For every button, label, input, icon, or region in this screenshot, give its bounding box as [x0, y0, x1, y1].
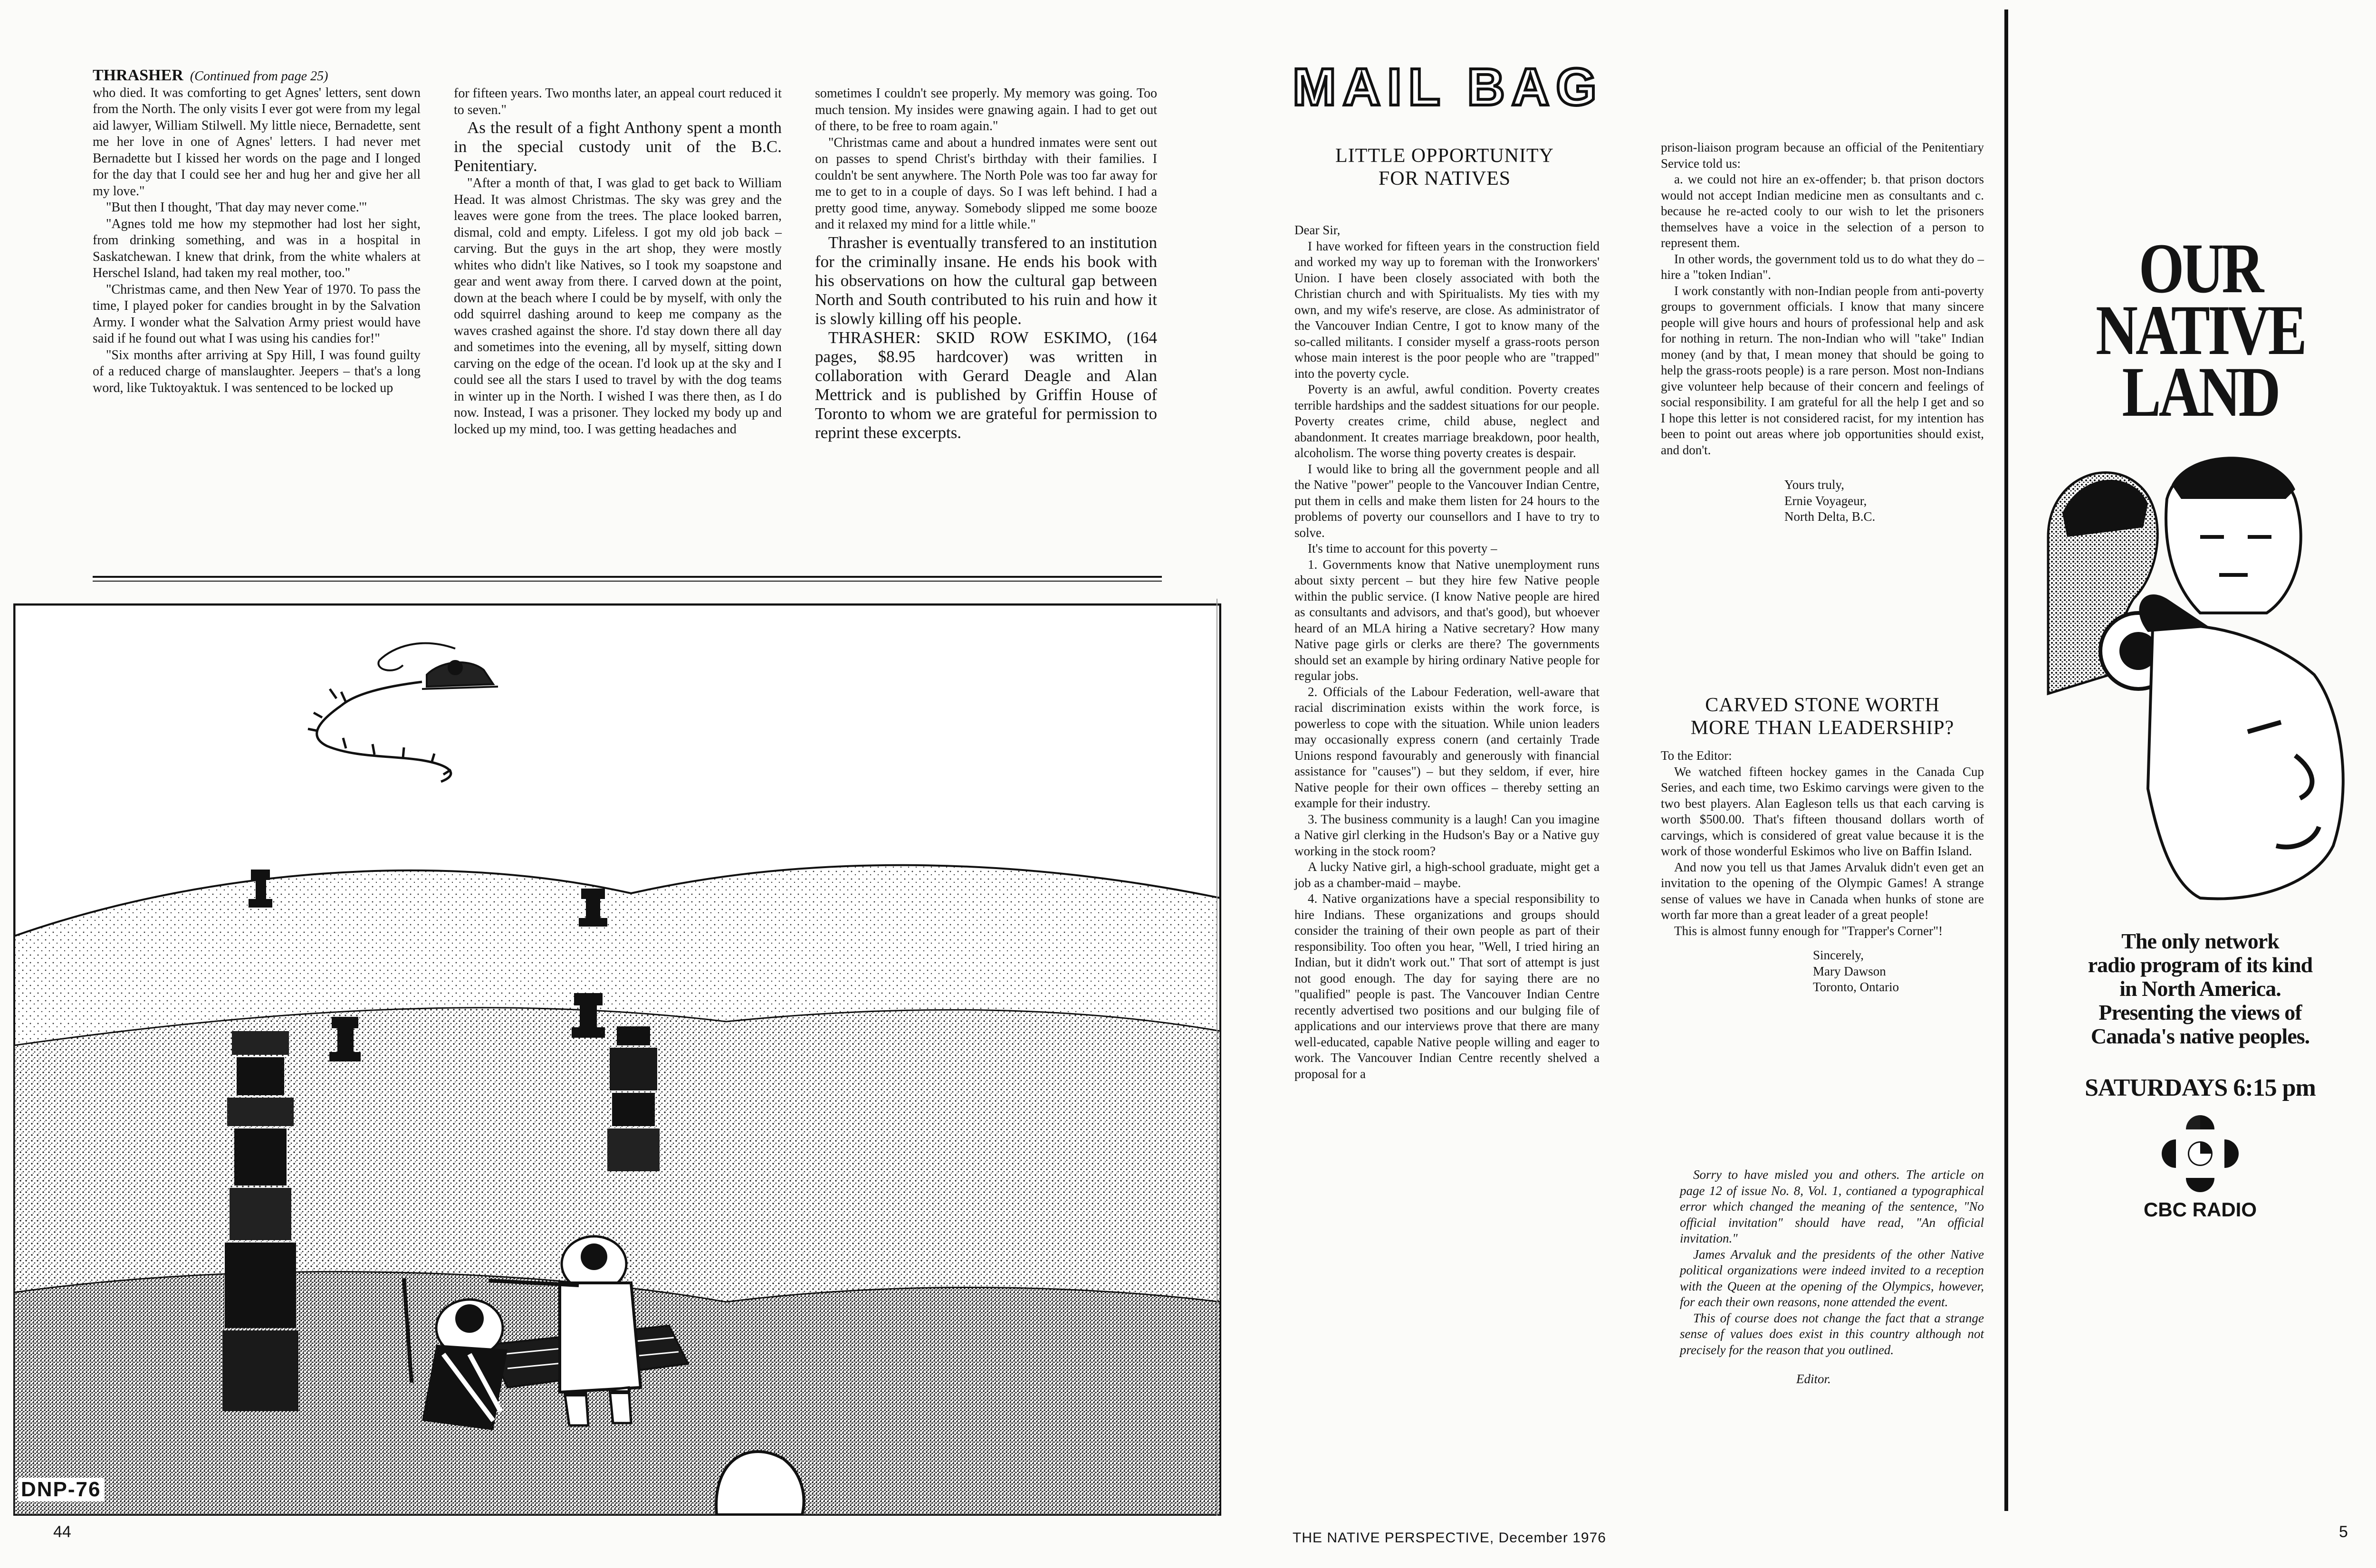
paragraph: Poverty is an awful, awful condition. Poverty creates terrible hardships and the saddest situations for our people. Poverty creates crime, child abuse, neglect and abandonment. It creates marriage breakdown, poor health, alcoholism. The worse thing poverty creates is despair. — [1294, 382, 1600, 460]
thrasher-column-1 — [93, 67, 421, 396]
paragraph: 3. The business community is a laugh! Can you imagine a Native girl clerking in the Hudson's Bay or a Native guy working in the stock room? — [1294, 812, 1600, 858]
paragraph: James Arvaluk and the presidents of the other Native political organizations were indeed invited to a reception with the Queen at the opening of the Olympics, however, for each their own reasons, none attended the event. — [1680, 1247, 1984, 1309]
ad-divider — [2004, 10, 2008, 1511]
cbc-logo-icon — [2161, 1114, 2240, 1193]
paragraph: "After a month of that, I was glad to get back to William Head. It was almost Christmas. The sky was grey and the leaves were gone from the trees. The place looked barren, dismal, cold and empty. Lifeless. I got my old job back – carving. But the guys in the art shop, they were mostly whites who didn't like Natives, so I took my soapstone and gear and went away from there. I carved down at the point, down at the beach where I could be by myself, with only the odd squirrel dashing around to keep me company as the waves crashed against the shore. I'd stay down there all day and sometimes into the evening, all by myself, sitting down carving on the edge of the ocean. I'd look up at the sky and I could see all the stars I used to travel by with the dog teams in winter up in the North. I wished I was there then, as I do now. Instead, I was a prisoner. They locked my body up and locked up my mind, too. I was getting headaches and — [454, 176, 782, 437]
editor-note — [1680, 1167, 1984, 1387]
letter2-salutation: To the Editor: — [1661, 748, 1732, 763]
letter1-place: North Delta, B.C. — [1784, 509, 1876, 524]
mailbag-title: MAIL BAG — [1293, 58, 1603, 116]
page-number-right: 5 — [2339, 1523, 2348, 1541]
ad-portrait — [2029, 428, 2362, 908]
cbc-ad — [2020, 229, 2376, 1235]
magazine-footer: THE NATIVE PERSPECTIVE, December 1976 — [1293, 1530, 1606, 1546]
ad-title-line1: OUR — [2138, 229, 2262, 308]
paragraph: I work constantly with non-Indian people from anti-poverty groups to government officials. I know that many sincere people will give hours and hours of professional help and ask for nothing in return. The non-Indian who will "take" Indian money (and by that, I mean money that should be going to help the grass-roots people) is a rare person. Most non-Indians give volunteer help because of their concern and feelings of social responsibility. I am grateful for all the help I get and so I hope this letter is not considered racist, for my intention has been to point out areas where job opportunities should exist, and don't. — [1661, 283, 1984, 457]
paragraph: A lucky Native girl, a high-school graduate, might get a job as a chamber-maid – maybe. — [1294, 860, 1600, 890]
paragraph: 2. Officials of the Labour Federation, well-aware that racial discrimination exists within the work force, is powerless to cope with the situation. While union leaders may occasionally express conern (and certainly Trade Unions respond favourably and generously with financial assistance for "causes") – but they seldom, if ever, hire Native people for their own offices – thereby setting an example for their industry. — [1294, 684, 1600, 810]
editorial-lead: Thrasher is eventually transfered to an institution for the criminally insane. He ends his book with his observations on how the cultural gap between North and South contributed to his ruin and how it is slowly killing off his people. — [815, 233, 1157, 328]
paragraph: I would like to bring all the government people and all the Native "power" people to the Vancouver Indian Centre, put them in cells and make them listen for 24 hours to the problems of poverty our counsellors and I have to try to solve. — [1294, 461, 1600, 540]
letter2-title-line1: CARVED STONE WORTH — [1705, 694, 1940, 716]
paragraph: prison-liaison program because an official of the Penitentiary Service told us: — [1661, 140, 1984, 171]
right-page — [1236, 0, 2376, 1568]
ad-tagline-line: Presenting the views of — [2098, 1000, 2302, 1024]
thrasher-column-2 — [454, 86, 782, 438]
paragraph: This of course does not change the fact that a strange sense of values does exist in this country although not precisely for the reason that you outlined. — [1680, 1310, 1984, 1357]
illustration-svg — [13, 603, 1221, 1516]
paragraph: "Christmas came and about a hundred inmates were sent out on passes to spend Christ's birthday with their families. I couldn't be sent anywhere. The North Pole was too far away for me to get to in a couple of days. So I was left behind. I had a pretty good time, anyway. Somebody slipped me some booze and it relaxed my mind for a little while." — [815, 135, 1157, 232]
continued-note: (Continued from page 25) — [190, 69, 328, 84]
portrait-chief — [2148, 625, 2343, 899]
letter1-title-line2: FOR NATIVES — [1378, 168, 1511, 190]
letter1-column-1 — [1294, 222, 1600, 1082]
letter1-title-line1: LITTLE OPPORTUNITY — [1335, 145, 1554, 167]
letter1-closing: Yours truly, — [1784, 478, 1845, 492]
letter2-title-line2: MORE THAN LEADERSHIP? — [1690, 717, 1954, 739]
paragraph: a. we could not hire an ex-offender; b. that prison doctors would not accept Indian medicine men as consultants and c. because he re-acted cooly to our wish to let the prisoners themselves have a voice in the selection of a person to represent them. — [1661, 172, 1984, 250]
paragraph: It's time to account for this poverty – — [1308, 541, 1497, 555]
ad-tagline-line: The only network — [2121, 929, 2279, 953]
letter2-closing: Sincerely, — [1813, 948, 1864, 962]
ad-title-line3: LAND — [2122, 353, 2279, 431]
paragraph: "Six months after arriving at Spy Hill, I was found guilty of a reduced charge of manslaughter. Jeepers – that's a long word, like Tuktoyaktuk. I was sentenced to be locked up — [93, 347, 421, 395]
paragraph: Sorry to have misled you and others. The article on page 12 of issue No. 8, Vol. 1, contianed a typographical error which changed the meaning of the sentence, "No official invitation" should have read, "An official invitation." — [1680, 1167, 1984, 1245]
letter2-author: Mary Dawson — [1813, 964, 1886, 978]
divider-rule — [93, 581, 1162, 582]
thrasher-column-3 — [815, 86, 1157, 442]
divider-rule — [93, 576, 1162, 578]
paragraph: I have worked for fifteen years in the construction field and worked my way up to foreman with the Ironworkers' Union. I have been closely associated with both the Christian church and with Spiritualists. My ties with my own, and my wife's reserve, are close. As administrator of the Vancouver Indian Centre, I got to know many of the so-called militants. I consider myself a grass-roots person whose main interest is the poor people who are "trapped" into the poverty cycle. — [1294, 239, 1600, 381]
paragraph: "Christmas came, and then New Year of 1970. To pass the time, I played poker for candies brought in by the Salvation Army. I wonder what the Salvation Army priest would have said if he found out what I was using his candies for!" — [93, 282, 421, 346]
paragraph: "But then I thought, 'That day may never come.'" — [106, 200, 367, 215]
ad-tagline-line: radio program of its kind — [2088, 953, 2313, 977]
letter2-title — [1661, 694, 1984, 739]
paragraph: who died. It was comforting to get Agnes' letters, sent down from the North. The only visits I ever got were from my legal aid lawyer, William Stilwell. My little niece, Bernadette, sent me her love in one of Agnes' letters. I had never met Bernadette but I kissed her words on the page and I longed for the day that I could see her and hug her and give her all my love." — [93, 85, 421, 199]
paragraph: 1. Governments know that Native unemployment runs about sixty percent – but they hire few Native people within the public service. (I know Native people are hired as consultants and advisors, and that's good), but whoever heard of an MLA hiring a Native secretary? How many Native page girls or clerks are there? The governments should set an example by hiring ordinary Native people for regular jobs. — [1294, 557, 1600, 683]
paragraph: sometimes I couldn't see properly. My memory was going. Too much tension. My insides were gnawing again. I had to get out of there, to be free to roam again." — [815, 86, 1157, 134]
ad-tagline-line: in North America. — [2119, 976, 2281, 1001]
letter2-place: Toronto, Ontario — [1813, 980, 1899, 994]
paragraph: This is almost funny enough for "Trapper's Corner"! — [1674, 923, 1943, 938]
ad-tagline — [2020, 929, 2376, 1048]
paragraph: In other words, the government told us to do what they do – hire a "token Indian". — [1661, 251, 1984, 282]
letter1-title — [1302, 144, 1587, 190]
arctic-illustration — [13, 603, 1221, 1516]
letter1-author: Ernie Voyageur, — [1784, 493, 1867, 508]
paragraph: We watched fifteen hockey games in the Canada Cup Series, and each time, two Eskimo carvings were given to the two best players. Alan Eagleson tells us that each carving is worth $500.00. That's fifteen thousand dollars worth of carvings, which is considered of great value because it is the work of those wonderful Eskimos who live on Baffin Island. — [1661, 764, 1984, 858]
ad-tagline-line: Canada's native peoples. — [2090, 1024, 2310, 1048]
cbc-radio-label: CBC RADIO — [2144, 1198, 2257, 1221]
large-inukshuk — [607, 1026, 660, 1171]
thrasher-title: THRASHER — [93, 67, 183, 84]
editorial-lead: As the result of a fight Anthony spent a month in the special custody unit of the B.C. Penitentiary. — [454, 118, 782, 175]
paragraph: "Agnes told me how my stepmother had lost her sight, from drinking something, and was in a hospital in Saskatchewan. I knew that drink, from the white whalers at Herschel Island, had taken my real mother, too." — [93, 216, 421, 280]
letter1-salutation: Dear Sir, — [1294, 223, 1341, 237]
ad-schedule: SATURDAYS 6:15 pm — [2085, 1074, 2316, 1101]
paragraph: for fifteen years. Two months later, an appeal court reduced it to seven." — [454, 86, 782, 117]
paragraph: 4. Native organizations have a special responsibility to hire Indians. These organizations and groups should consider the training of their own people as part of their responsibility. Too often you hear, "Well, I tried hiring an Indian, but it didn't work out." That sort of attempt is just not good enough. The day for saying there are no "qualified" people is past. The Vancouver Indian Centre recently advertised two positions and our bulging file of applications and our interviews prove that there are many well-educated, capable Native people willing and eager to work. The Vancouver Indian Centre recently shelved a proposal for a — [1294, 891, 1600, 1081]
letter1-column-2 — [1661, 140, 1984, 525]
ad-title — [2052, 229, 2348, 431]
portrait-man-hair — [2172, 457, 2295, 499]
artist-signature: DNP-76 — [18, 1478, 104, 1501]
ad-title-line2: NATIVE — [2096, 291, 2305, 370]
editor-signoff: Editor. — [1796, 1372, 1831, 1386]
page-number-left: 44 — [53, 1523, 71, 1541]
book-credit: THRASHER: SKID ROW ESKIMO, (164 pages, $8.95 hardcover) was written in collaboration with Gerard Deagle and Alan Mettrick and is published by Griffin House of Toronto to whom we are grateful for permission to reprint these excerpts. — [815, 328, 1157, 442]
paragraph: And now you tell us that James Arvaluk didn't even get an invitation to the opening of the Olympic Games! A strange sense of values we have in Canada when hunks of stone are worth far more than a great leader of a great people! — [1661, 860, 1984, 922]
letter2-body — [1661, 748, 1984, 995]
